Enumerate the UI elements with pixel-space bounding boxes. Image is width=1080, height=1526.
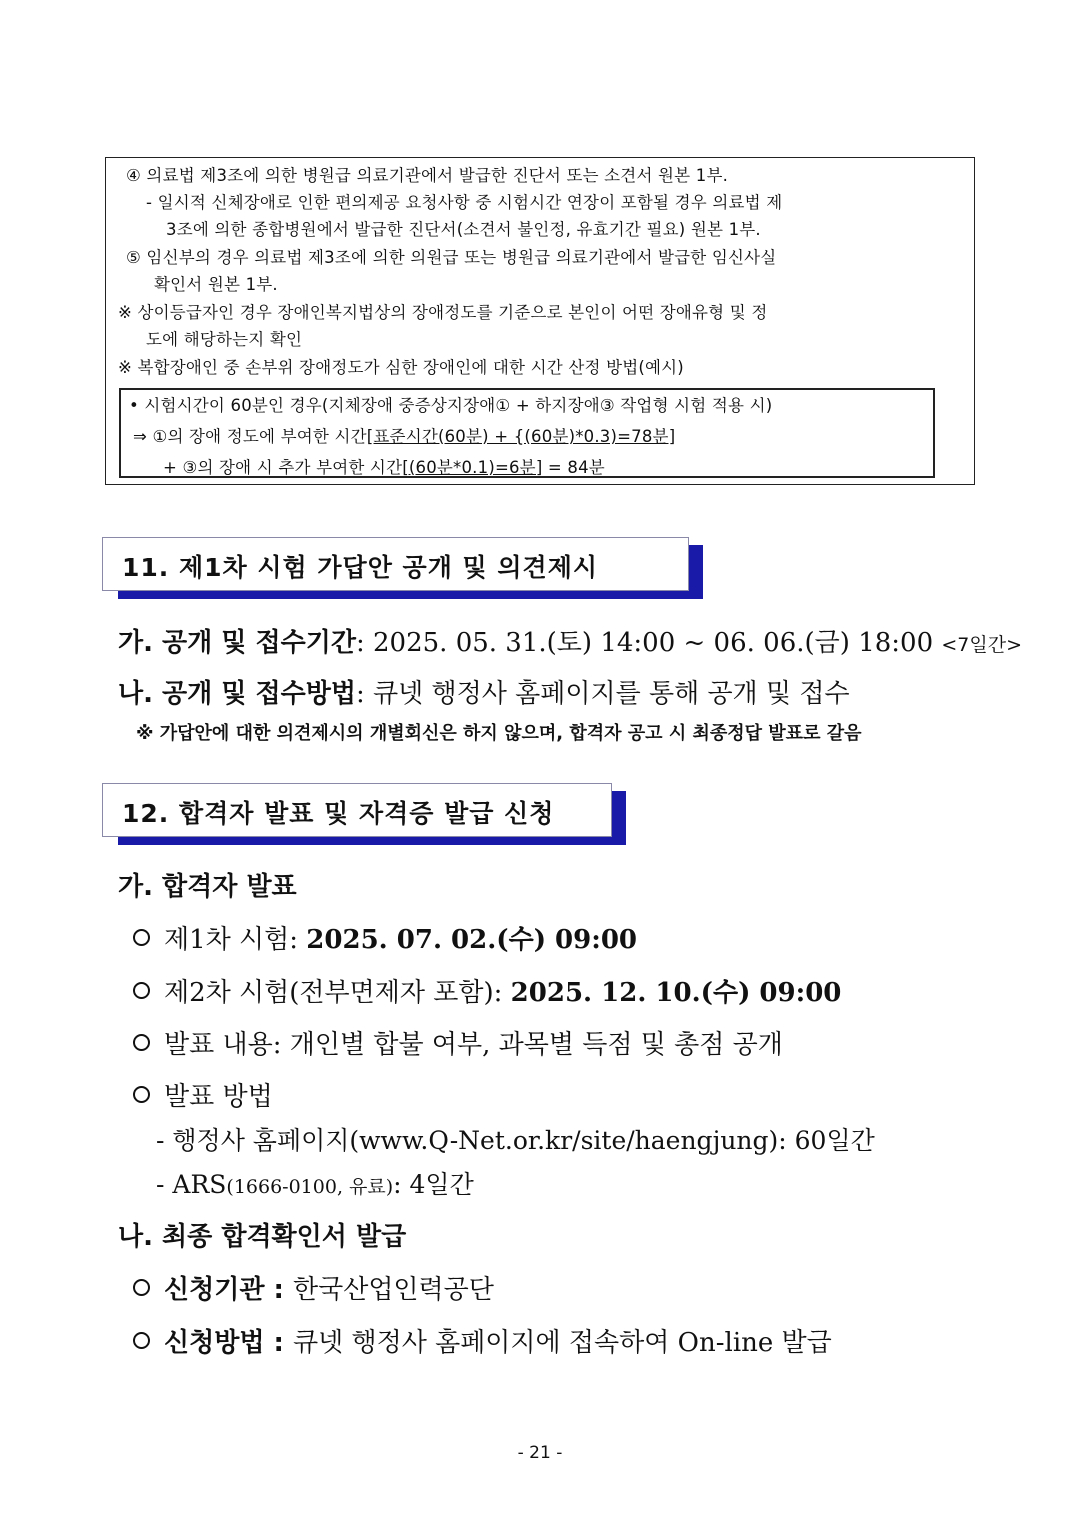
- circle-bullet-icon: [133, 1279, 150, 1296]
- note-line: ⑤ 임신부의 경우 의료법 제3조에 의한 의원급 또는 병원급 의료기관에서 발급한 임신사실: [126, 248, 777, 267]
- section-11-header: [102, 537, 689, 591]
- circle-bullet-icon: [133, 929, 150, 946]
- list-item: 신청방법 : 큐넷 행정사 홈페이지에 접속하여 On-line 발급: [133, 1322, 832, 1359]
- note-line: ※ 복합장애인 중 손부위 장애정도가 심한 장애인에 대한 시간 산정 방법(예시): [118, 358, 684, 377]
- note-line: - 일시적 신체장애로 인한 편의제공 요청사항 중 시험시간 연장이 포함될 경우 의료법 제: [146, 193, 783, 212]
- list-item: 제1차 시험: 2025. 07. 02.(수) 09:00: [133, 919, 637, 956]
- note-box: [105, 157, 975, 485]
- note-line: 도에 해당하는지 확인: [146, 330, 303, 349]
- method-line: 나. 공개 및 접수방법: 큐넷 행정사 홈페이지를 통해 공개 및 접수: [118, 679, 850, 709]
- circle-bullet-icon: [133, 1086, 150, 1103]
- section-11-note: ※ 가답안에 대한 의견제시의 개별회신은 하지 않으며, 합격자 공고 시 최종정답 발표로 갈음: [136, 723, 862, 744]
- note-line: 확인서 원본 1부.: [154, 275, 278, 294]
- method-item: - ARS(1666-0100, 유료): 4일간: [156, 1170, 474, 1199]
- schedule-line: 가. 공개 및 접수기간: 2025. 05. 31.(토) 14:00 ~ 06. 06.(금) 18:00 <7일간>: [118, 628, 1023, 658]
- section-title: 12. 합격자 발표 및 자격증 발급 신청: [122, 799, 555, 828]
- example-line: • 시험시간이 60분인 경우(지체장애 중증상지장애① + 하지장애③ 작업형 시험 적용 시): [129, 396, 773, 415]
- subheading: 가. 합격자 발표: [118, 872, 297, 902]
- list-item: 발표 내용: 개인별 합불 여부, 과목별 득점 및 총점 공개: [133, 1024, 783, 1061]
- circle-bullet-icon: [133, 982, 150, 999]
- example-line: + ③의 장애 시 추가 부여한 시간[(60분*0.1)=6분] = 84분: [163, 458, 605, 477]
- list-item: 제2차 시험(전부면제자 포함): 2025. 12. 10.(수) 09:00: [133, 972, 841, 1009]
- note-line: 3조에 의한 종합병원에서 발급한 진단서(소견서 불인정, 유효기간 필요) 원본 1부.: [166, 220, 761, 239]
- note-line: ※ 상이등급자인 경우 장애인복지법상의 장애정도를 기준으로 본인이 어떤 장애유형 및 정: [118, 303, 768, 322]
- method-item: - 행정사 홈페이지(www.Q-Net.or.kr/site/haengjung): 60일간: [156, 1126, 875, 1155]
- list-item: 신청기관 : 한국산업인력공단: [133, 1269, 494, 1306]
- example-line: ⇒ ①의 장애 정도에 부여한 시간[표준시간(60분) + {(60분)*0.3)=78분]: [133, 427, 676, 446]
- page-number: - 21 -: [517, 1443, 563, 1463]
- subheading: 나. 최종 합격확인서 발급: [118, 1222, 407, 1252]
- circle-bullet-icon: [133, 1332, 150, 1349]
- section-title: 11. 제1차 시험 가답안 공개 및 의견제시: [122, 553, 599, 582]
- list-item: 발표 방법: [133, 1076, 273, 1113]
- circle-bullet-icon: [133, 1034, 150, 1051]
- section-12-header: [102, 783, 612, 837]
- note-line: ④ 의료법 제3조에 의한 병원급 의료기관에서 발급한 진단서 또는 소견서 원본 1부.: [126, 166, 729, 185]
- example-box: [119, 388, 935, 478]
